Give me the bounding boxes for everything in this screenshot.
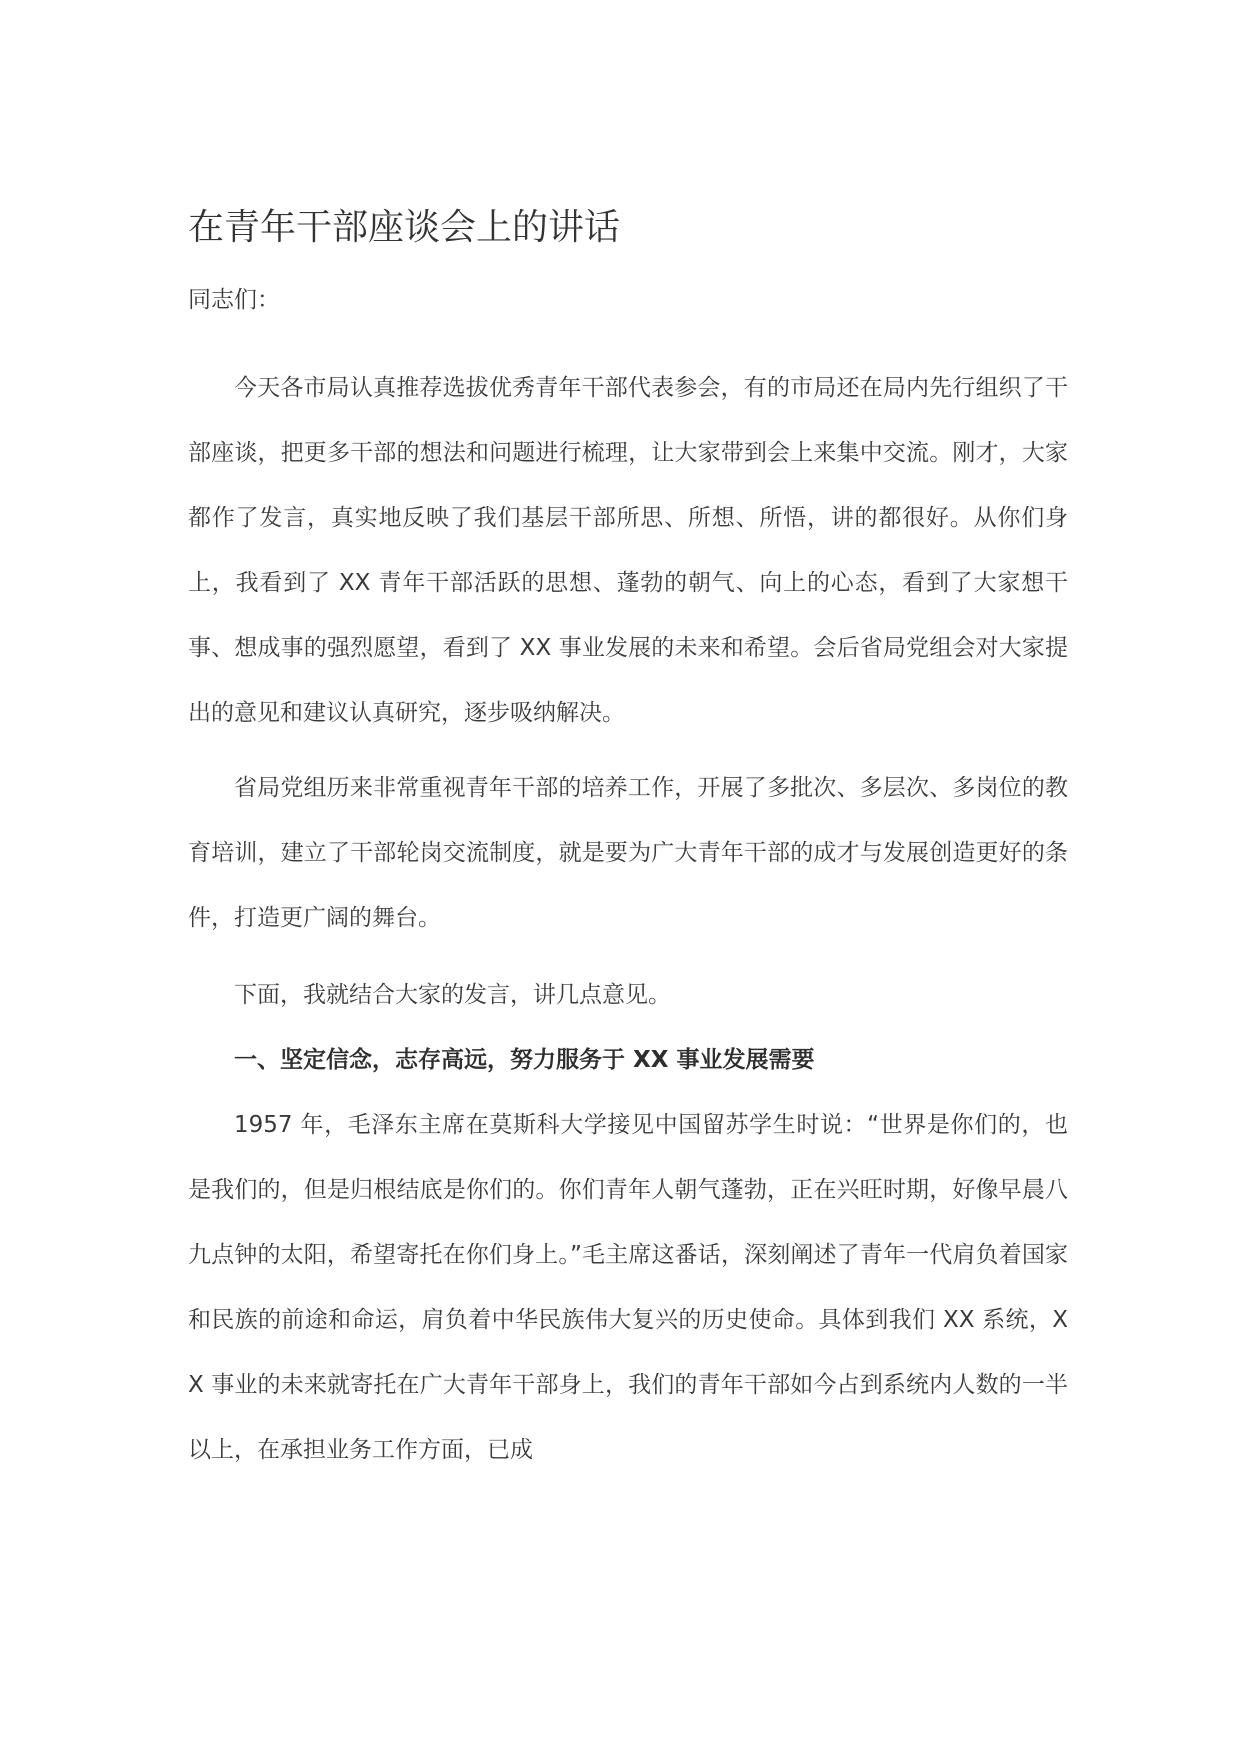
salutation: 同志们：	[188, 287, 280, 313]
document-title: 在青年干部座谈会上的讲话	[188, 207, 621, 248]
paragraph-section-one: 1957 年，毛泽东主席在莫斯科大学接见中国留苏学生时说：“世界是你们的，也是我们的，但是归根结底是你们的。你们青年人朝气蓬勃，正在兴旺时期，好像早晨八九点钟的太阳，希望寄托在你们身上。”毛主席这番话，深刻阐述了青年一代肩负着国家和民族的前途和命运，肩负着中华民族伟大复兴的历史使命。具体到我们 XX 系统，XX 事业的未来就寄托在广大青年干部身上，我们的青年干部如今占到系统内人数的一半以上，在承担业务工作方面，已成	[188, 1112, 1068, 1463]
paragraph-training: 省局党组历来非常重视青年干部的培养工作，开展了多批次、多层次、多岗位的教育培训，建立了干部轮岗交流制度，就是要为广大青年干部的成才与发展创造更好的条件，打造更广阔的舞台。	[188, 775, 1068, 931]
paragraph-opening: 今天各市局认真推荐选拔优秀青年干部代表参会，有的市局还在局内先行组织了干部座谈，把更多干部的想法和问题进行梳理，让大家带到会上来集中交流。刚才，大家都作了发言，真实地反映了我们基层干部所思、所想、所悟，讲的都很好。从你们身上，我看到了 XX 青年干部活跃的思想、蓬勃的朝气、向上的心态，看到了大家想干事、想成事的强烈愿望，看到了 XX 事业发展的未来和希望。会后省局党组会对大家提出的意见和建议认真研究，逐步吸纳解决。	[188, 375, 1068, 726]
paragraph-transition: 下面，我就结合大家的发言，讲几点意见。	[234, 982, 671, 1008]
document-body	[188, 196, 1068, 1483]
section-heading: 一、坚定信念，志存高远，努力服务于 XX 事业发展需要	[234, 1047, 815, 1073]
